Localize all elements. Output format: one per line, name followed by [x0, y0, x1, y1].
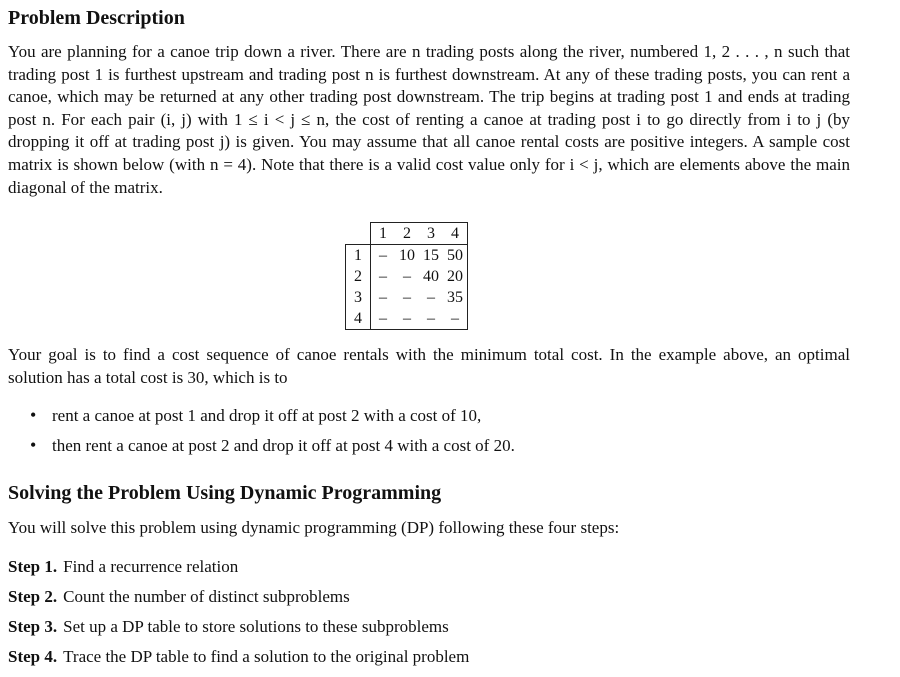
list-item: • rent a canoe at post 1 and drop it off at post 2 with a cost of 10,: [30, 404, 515, 434]
column-header: 3: [419, 223, 443, 245]
cost-cell: –: [419, 308, 443, 330]
step-text: Set up a DP table to store solutions to these subproblems: [63, 617, 449, 636]
cost-cell: 35: [443, 287, 468, 308]
step-label: Step 1.: [8, 557, 58, 576]
goal-paragraph: Your goal is to find a cost sequence of canoe rentals with the minimum total cost. In the example above, an optimal solution has a total cost is 30, which is to: [8, 345, 850, 387]
cost-cell: 20: [443, 266, 468, 287]
cost-cell: –: [403, 288, 411, 306]
cost-cell: –: [395, 308, 419, 330]
table-row: [346, 245, 468, 267]
row-header: 1: [346, 245, 371, 267]
step-item: [8, 646, 469, 676]
step-item: [8, 586, 469, 616]
cost-cell: 50: [443, 245, 468, 267]
step-label: Step 4.: [8, 647, 58, 666]
cost-cell: –: [371, 245, 396, 267]
steps-list: [8, 556, 469, 676]
dp-intro-paragraph: You will solve this problem using dynamic programming (DP) following these four steps:: [8, 518, 620, 537]
optimal-solution-list: [30, 404, 515, 464]
table-row: [346, 308, 468, 330]
cost-cell: 10: [395, 245, 419, 267]
step-text: Find a recurrence relation: [63, 557, 239, 576]
cost-matrix-table: [345, 222, 468, 330]
cost-cell: –: [379, 288, 387, 306]
problem-description-paragraph: You are planning for a canoe trip down a river. There are n trading posts along the river, numbered 1, 2 . . . , n such that trading post 1 is furthest upstream and trading post n is furthest downstream. At any of these trading posts, you can rent a canoe, which may be returned at any other trading post downstream. The trip begins at trading post 1 and ends at trading post n. For each pair (i, j) with 1 ≤ i < j ≤ n, the cost of renting a canoe at trading post i to go directly from i to j (by dropping it off at trading post j) is given. You may assume that all canoe rental costs are positive integers. A sample cost matrix is shown below (with n = 4). Note that there is a valid cost value only for i < j, which are elements above the main diagonal of the matrix.: [8, 42, 850, 197]
step-text: Count the number of distinct subproblems: [63, 587, 350, 606]
table-corner-cell: [346, 223, 371, 245]
section-heading-dynamic-programming: Solving the Problem Using Dynamic Programming: [8, 482, 442, 504]
list-item: • then rent a canoe at post 2 and drop it off at post 4 with a cost of 20.: [30, 434, 515, 464]
step-item: [8, 556, 469, 586]
row-header: 2: [346, 266, 371, 287]
cost-cell: –: [379, 267, 387, 285]
cost-cell: 40: [423, 267, 439, 285]
cost-cell: –: [403, 267, 411, 285]
column-header: 2: [395, 223, 419, 245]
table-row: [346, 287, 468, 308]
column-header: 4: [443, 223, 468, 245]
step-item: [8, 616, 469, 646]
step-label: Step 3.: [8, 617, 58, 636]
step-label: Step 2.: [8, 587, 58, 606]
table-row: [346, 266, 468, 287]
step-text: Trace the DP table to find a solution to the original problem: [63, 647, 470, 666]
row-header: 3: [346, 287, 371, 308]
section-heading-problem-description: Problem Description: [8, 7, 185, 29]
row-header: 4: [346, 308, 371, 330]
cost-cell: 15: [419, 245, 443, 267]
cost-cell: –: [427, 288, 435, 306]
cost-cell: –: [371, 308, 396, 330]
cost-cell: –: [443, 308, 468, 330]
column-header: 1: [371, 223, 396, 245]
